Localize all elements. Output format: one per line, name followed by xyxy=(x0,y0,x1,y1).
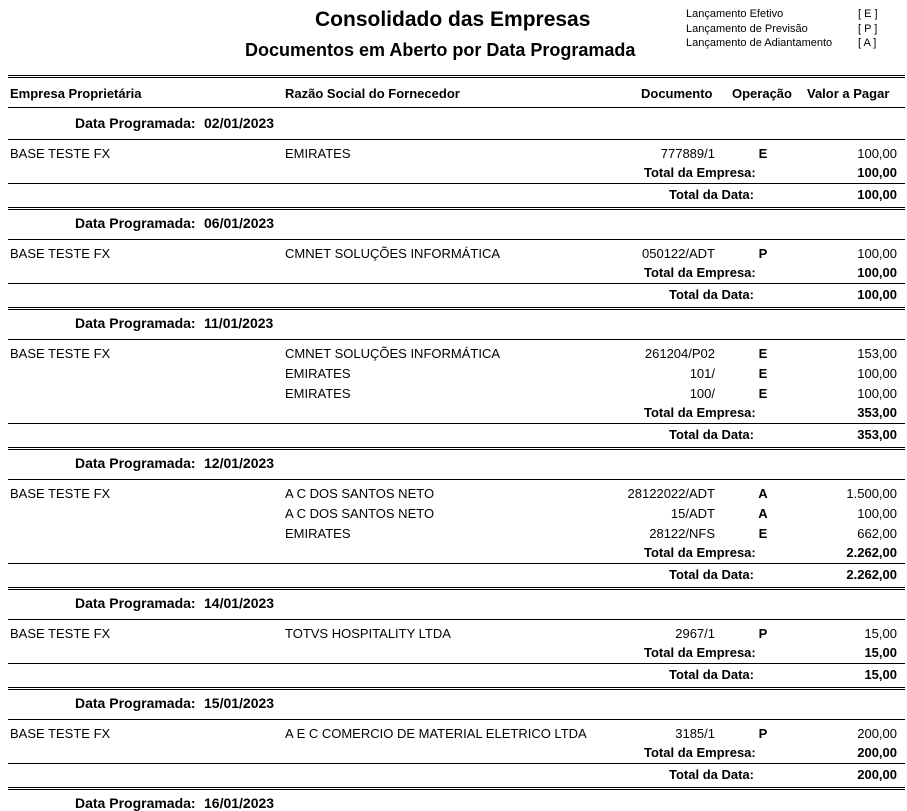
total-empresa-label: Total da Empresa: xyxy=(644,405,756,420)
razao-social: EMIRATES xyxy=(285,146,351,161)
documento: 777889/1 xyxy=(660,146,715,161)
group-bottom-rule xyxy=(8,207,905,208)
legend-label-advance: Lançamento de Adiantamento xyxy=(686,37,833,49)
valor: 100,00 xyxy=(857,366,897,381)
legend-label-effective: Lançamento Efetivo xyxy=(686,8,784,20)
operacao: A xyxy=(758,506,768,521)
total-empresa-value: 100,00 xyxy=(857,265,897,280)
documento: 15/ADT xyxy=(670,506,715,521)
documento: 28122022/ADT xyxy=(627,486,715,501)
date-label: Data Programada: xyxy=(75,315,196,331)
legend-code-advance: [ A ] xyxy=(858,37,877,49)
total-data-value: 100,00 xyxy=(857,187,897,202)
group-top-rule xyxy=(8,139,905,140)
date-label: Data Programada: xyxy=(75,115,196,131)
group-bottom-rule-2 xyxy=(8,449,905,450)
date-value: 16/01/2023 xyxy=(204,795,275,811)
col-operacao: Operação xyxy=(732,86,792,101)
razao-social: A C DOS SANTOS NETO xyxy=(285,506,435,521)
group-bottom-rule xyxy=(8,307,905,308)
total-empresa-label: Total da Empresa: xyxy=(644,165,756,180)
col-empresa: Empresa Proprietária xyxy=(10,86,142,101)
date-label: Data Programada: xyxy=(75,795,196,811)
date-label: Data Programada: xyxy=(75,695,196,711)
operacao: A xyxy=(758,486,768,501)
empresa-name: BASE TESTE FX xyxy=(10,626,111,641)
razao-social: TOTVS HOSPITALITY LTDA xyxy=(285,626,451,641)
group-bottom-rule-2 xyxy=(8,309,905,310)
group-bottom-rule-2 xyxy=(8,209,905,210)
col-razao: Razão Social do Fornecedor xyxy=(285,86,460,101)
header-rule-top xyxy=(8,75,905,76)
total-empresa-label: Total da Empresa: xyxy=(644,265,756,280)
group-bottom-rule xyxy=(8,787,905,788)
date-value: 12/01/2023 xyxy=(204,455,275,471)
valor: 100,00 xyxy=(857,246,897,261)
documento: 261204/P02 xyxy=(644,346,715,361)
legend-label-forecast: Lançamento de Previsão xyxy=(686,23,808,35)
total-empresa-label: Total da Empresa: xyxy=(644,545,756,560)
header-rule-top-2 xyxy=(8,77,905,78)
total-data-value: 353,00 xyxy=(857,427,897,442)
group-top-rule xyxy=(8,479,905,480)
documento: 101/ xyxy=(689,366,715,381)
group-bottom-rule-2 xyxy=(8,789,905,790)
header-rule-bottom xyxy=(8,107,905,108)
documento: 100/ xyxy=(689,386,715,401)
razao-social: CMNET SOLUÇÕES INFORMÁTICA xyxy=(285,346,501,361)
total-empresa-rule xyxy=(8,563,905,564)
documento: 2967/1 xyxy=(675,626,715,641)
group-top-rule xyxy=(8,619,905,620)
total-empresa-rule xyxy=(8,663,905,664)
group-top-rule xyxy=(8,719,905,720)
valor: 100,00 xyxy=(857,506,897,521)
total-empresa-rule xyxy=(8,763,905,764)
razao-social: A C DOS SANTOS NETO xyxy=(285,486,435,501)
group-bottom-rule-2 xyxy=(8,589,905,590)
group-top-rule xyxy=(8,239,905,240)
col-documento: Documento xyxy=(641,86,713,101)
valor: 15,00 xyxy=(864,626,897,641)
documento: 3185/1 xyxy=(675,726,715,741)
total-empresa-rule xyxy=(8,283,905,284)
total-empresa-rule xyxy=(8,423,905,424)
total-empresa-value: 15,00 xyxy=(864,645,897,660)
documento: 050122/ADT xyxy=(642,246,715,261)
total-empresa-value: 353,00 xyxy=(857,405,897,420)
total-data-label: Total da Data: xyxy=(669,667,754,682)
operacao: E xyxy=(758,366,768,381)
date-label: Data Programada: xyxy=(75,455,196,471)
operacao: P xyxy=(758,246,768,261)
group-bottom-rule-2 xyxy=(8,689,905,690)
empresa-name: BASE TESTE FX xyxy=(10,486,111,501)
date-value: 06/01/2023 xyxy=(204,215,275,231)
total-empresa-label: Total da Empresa: xyxy=(644,745,756,760)
date-value: 15/01/2023 xyxy=(204,695,275,711)
razao-social: A E C COMERCIO DE MATERIAL ELETRICO LTDA xyxy=(285,726,587,741)
empresa-name: BASE TESTE FX xyxy=(10,246,111,261)
legend-code-forecast: [ P ] xyxy=(858,23,878,35)
total-data-value: 100,00 xyxy=(857,287,897,302)
empresa-name: BASE TESTE FX xyxy=(10,346,111,361)
empresa-name: BASE TESTE FX xyxy=(10,726,111,741)
razao-social: CMNET SOLUÇÕES INFORMÁTICA xyxy=(285,246,501,261)
date-label: Data Programada: xyxy=(75,595,196,611)
total-data-value: 15,00 xyxy=(864,667,897,682)
group-bottom-rule xyxy=(8,687,905,688)
operacao: E xyxy=(758,346,768,361)
razao-social: EMIRATES xyxy=(285,526,351,541)
operacao: E xyxy=(758,386,768,401)
total-empresa-rule xyxy=(8,183,905,184)
report-title: Consolidado das Empresas xyxy=(315,8,591,31)
valor: 100,00 xyxy=(857,386,897,401)
col-valor: Valor a Pagar xyxy=(807,86,890,101)
operacao: P xyxy=(758,726,768,741)
total-data-label: Total da Data: xyxy=(669,287,754,302)
total-empresa-value: 200,00 xyxy=(857,745,897,760)
total-data-label: Total da Data: xyxy=(669,187,754,202)
total-data-label: Total da Data: xyxy=(669,767,754,782)
razao-social: EMIRATES xyxy=(285,366,351,381)
valor: 662,00 xyxy=(857,526,897,541)
total-empresa-label: Total da Empresa: xyxy=(644,645,756,660)
total-data-value: 200,00 xyxy=(857,767,897,782)
date-value: 11/01/2023 xyxy=(204,315,274,331)
total-empresa-value: 100,00 xyxy=(857,165,897,180)
documento: 28122/NFS xyxy=(649,526,715,541)
valor: 153,00 xyxy=(857,346,897,361)
empresa-name: BASE TESTE FX xyxy=(10,146,111,161)
valor: 100,00 xyxy=(857,146,897,161)
date-value: 02/01/2023 xyxy=(204,115,275,131)
valor: 1.500,00 xyxy=(846,486,897,501)
operacao: E xyxy=(758,526,768,541)
date-label: Data Programada: xyxy=(75,215,196,231)
legend-code-effective: [ E ] xyxy=(858,8,878,20)
report-subtitle: Documentos em Aberto por Data Programada xyxy=(245,40,636,60)
group-top-rule xyxy=(8,339,905,340)
group-bottom-rule xyxy=(8,587,905,588)
total-data-value: 2.262,00 xyxy=(846,567,897,582)
total-data-label: Total da Data: xyxy=(669,427,754,442)
operacao: E xyxy=(758,146,768,161)
valor: 200,00 xyxy=(857,726,897,741)
operacao: P xyxy=(758,626,768,641)
group-bottom-rule xyxy=(8,447,905,448)
total-empresa-value: 2.262,00 xyxy=(846,545,897,560)
date-value: 14/01/2023 xyxy=(204,595,275,611)
razao-social: EMIRATES xyxy=(285,386,351,401)
total-data-label: Total da Data: xyxy=(669,567,754,582)
